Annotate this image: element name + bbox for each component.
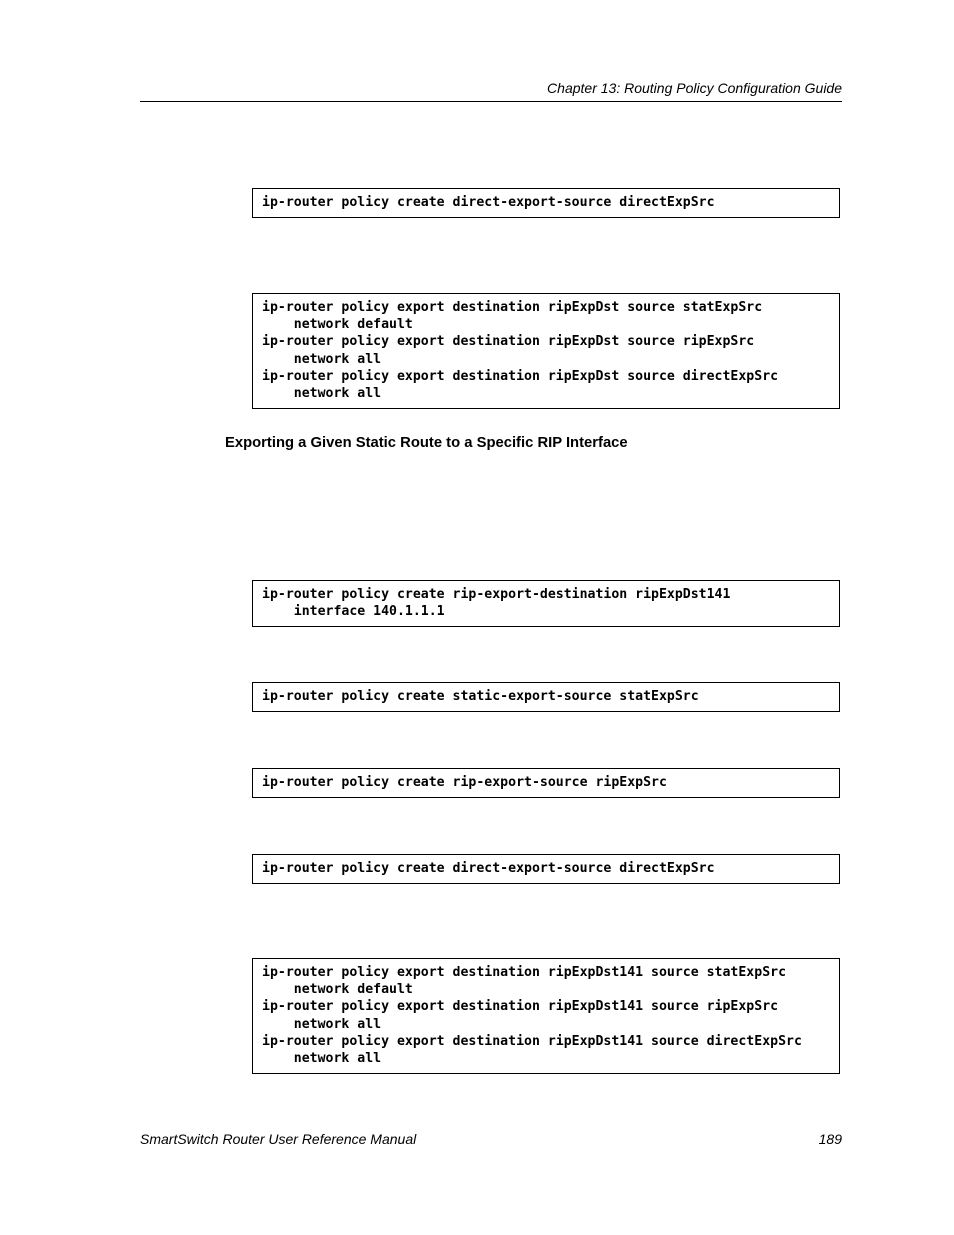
code-line: network default [262, 982, 413, 998]
footer-manual-title: SmartSwitch Router User Reference Manual [140, 1131, 417, 1147]
code-line: network default [262, 317, 413, 333]
code-block-static-export-source [252, 682, 840, 712]
code-block-export-ripexpdst [252, 293, 840, 409]
code-line: network all [262, 1051, 382, 1067]
code-line: ip-router policy create rip-export-destination ripExpDst141 [262, 587, 731, 602]
code-block-rip-export-destination [252, 580, 840, 627]
code-line: ip-router policy create rip-export-source ripExpSrc [262, 775, 667, 790]
code-line: network all [262, 386, 382, 402]
code-line: interface 140.1.1.1 [262, 604, 445, 620]
code-line: ip-router policy export destination ripExpDst141 source ripExpSrc [262, 999, 779, 1015]
code-line: ip-router policy create static-export-source statExpSrc [262, 689, 699, 704]
code-block-direct-export-source-2 [252, 854, 840, 884]
code-block-direct-export-source [252, 188, 840, 218]
code-line: network all [262, 1016, 382, 1032]
code-line: ip-router policy create direct-export-source directExpSrc [262, 861, 715, 876]
code-line: ip-router policy create direct-export-source directExpSrc [262, 195, 715, 210]
code-block-rip-export-source [252, 768, 840, 798]
section-heading: Exporting a Given Static Route to a Specific RIP Interface [225, 435, 628, 451]
code-line: ip-router policy export destination ripExpDst source statExpSrc [262, 300, 763, 315]
code-line: ip-router policy export destination ripExpDst141 source statExpSrc [262, 965, 787, 980]
code-line: ip-router policy export destination ripExpDst source ripExpSrc [262, 334, 755, 350]
page-header [140, 78, 842, 102]
page-number: 189 [818, 1131, 842, 1147]
code-block-export-ripexpdst141 [252, 958, 840, 1074]
chapter-title: Chapter 13: Routing Policy Configuration Guide [547, 80, 842, 96]
code-line: ip-router policy export destination ripExpDst141 source directExpSrc [262, 1033, 802, 1049]
code-line: network all [262, 351, 382, 367]
code-line: ip-router policy export destination ripExpDst source directExpSrc [262, 368, 779, 384]
